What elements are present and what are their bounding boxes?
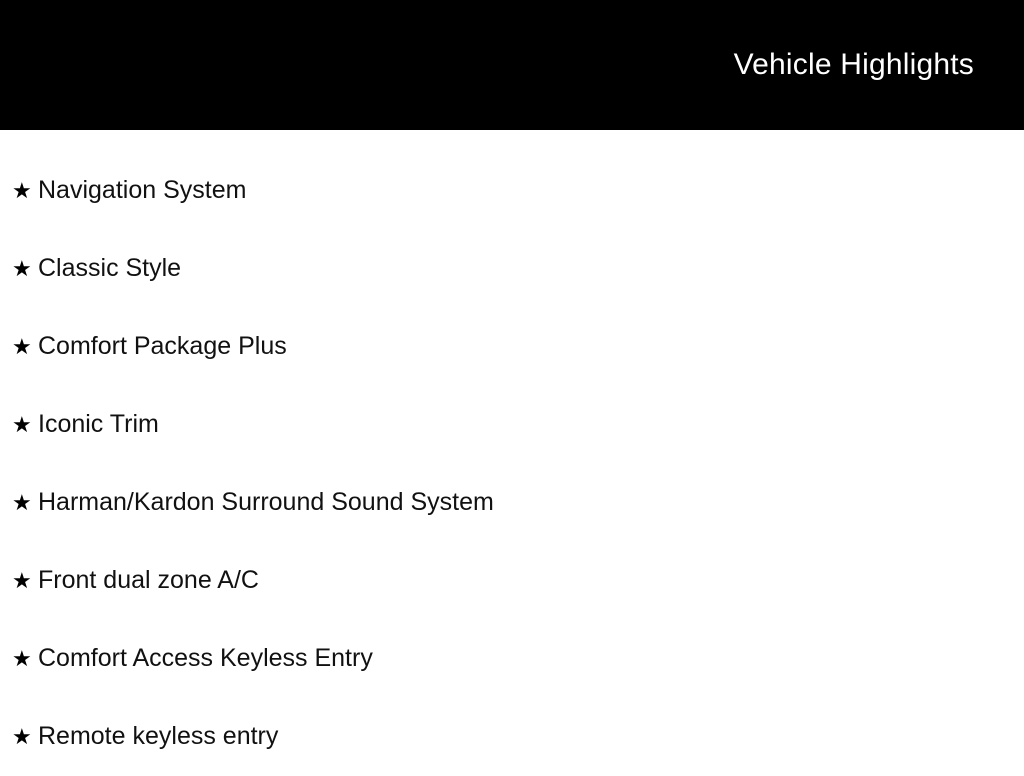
highlight-label: Classic Style <box>38 254 182 283</box>
highlight-label: Remote keyless entry <box>38 722 279 751</box>
list-item <box>0 152 1024 230</box>
page-title: Vehicle Highlights <box>733 48 974 81</box>
highlight-label: Comfort Access Keyless Entry <box>38 644 373 673</box>
star-icon: ★ <box>12 412 32 437</box>
list-item <box>0 542 1024 620</box>
list-item <box>0 464 1024 542</box>
highlight-label: Comfort Package Plus <box>38 332 287 361</box>
highlight-label: Harman/Kardon Surround Sound System <box>38 488 494 517</box>
star-icon: ★ <box>12 256 32 281</box>
vehicle-highlights-list <box>0 130 1024 776</box>
star-icon: ★ <box>12 568 32 593</box>
highlight-label: Front dual zone A/C <box>38 566 259 595</box>
star-icon: ★ <box>12 646 32 671</box>
list-item <box>0 698 1024 776</box>
list-item <box>0 230 1024 308</box>
highlight-label: Iconic Trim <box>38 410 159 439</box>
list-item <box>0 620 1024 698</box>
list-item <box>0 308 1024 386</box>
highlight-label: Navigation System <box>38 176 247 205</box>
star-icon: ★ <box>12 490 32 515</box>
list-item <box>0 386 1024 464</box>
star-icon: ★ <box>12 334 32 359</box>
star-icon: ★ <box>12 724 32 749</box>
star-icon: ★ <box>12 178 32 203</box>
header-bar <box>0 0 1024 130</box>
